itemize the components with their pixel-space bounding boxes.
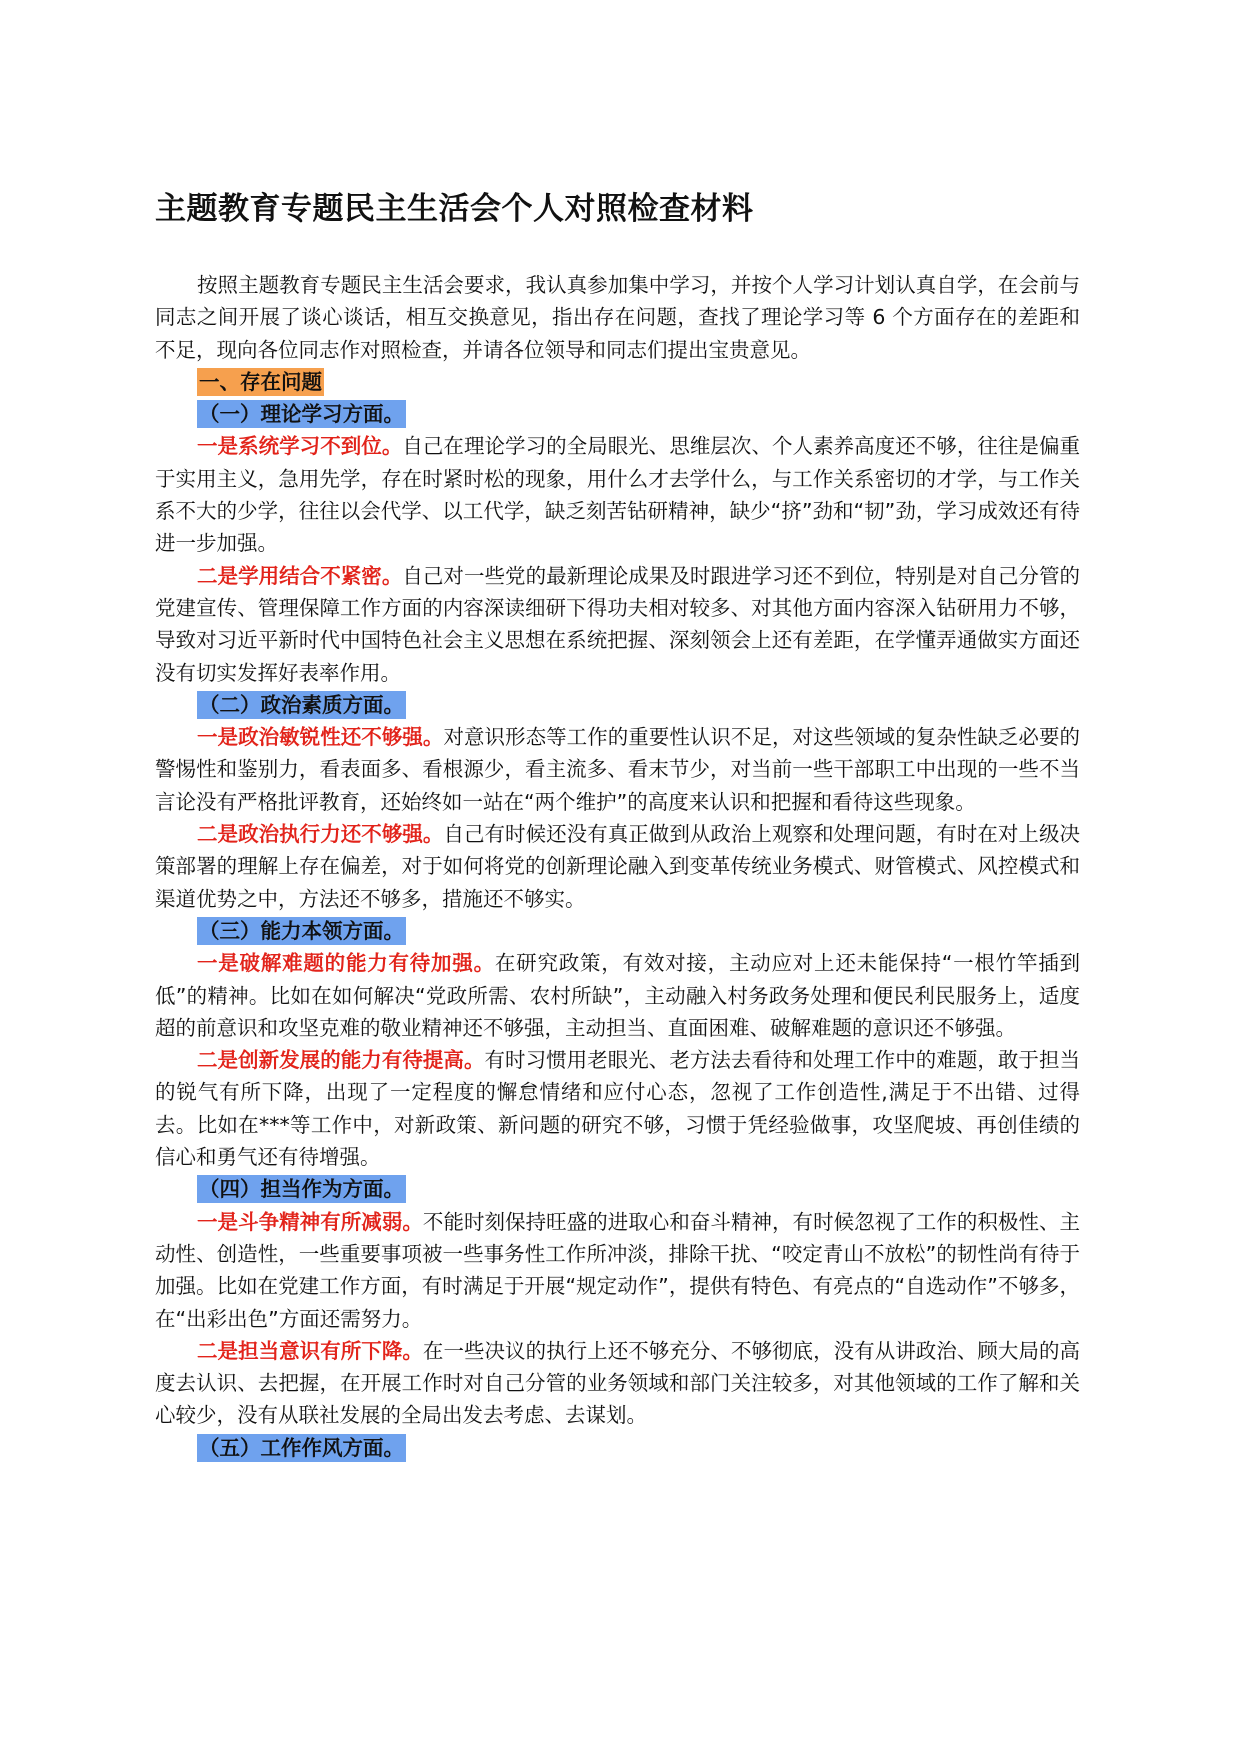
item-text: 对意识形态等工作的重要性认识不足，对这些领域的复杂性缺乏必要的警惕性和鉴别力，看表面多、看根源少，看主流多、看末节少，对当前一些干部职工中出现的一些不当言论没有严格批评教育，还始终如一站在“两个维护”的高度来认识和把握和看待这些现象。 <box>155 725 1081 814</box>
intro-paragraph: 按照主题教育专题民主生活会要求，我认真参加集中学习，并按个人学习计划认真自学，在会前与同志之间开展了谈心谈话，相互交换意见，指出存在问题，查找了理论学习等 6 个方面存在的差距和不足，现向各位同志作对照检查，并请各位领导和同志们提出宝贵意见。 <box>155 273 1080 362</box>
item-text: 有时习惯用老眼光、老方法去看待和处理工作中的难题，敢于担当的锐气有所下降，出现了一定程度的懈怠情绪和应付心态，忽视了工作创造性,满足于不出错、过得去。比如在***等工作中，对新政策、新问题的研究不够，习惯于凭经验做事，攻坚爬坡、再创佳绩的信心和勇气还有待增强。 <box>155 1048 1080 1170</box>
item-paragraph <box>155 1335 1080 1432</box>
item-paragraph <box>155 1206 1080 1335</box>
item-text: 在研究政策，有效对接，主动应对上还未能保持“一根竹竿插到低”的精神。比如在如何解决“党政所需、农村所缺”，主动融入村务政务处理和便民利民服务上，适度超的前意识和攻坚克难的敬业精神还不够强，主动担当、直面困难、破解难题的意识还不够强。 <box>155 951 1081 1040</box>
item-text: 自己在理论学习的全局眼光、思维层次、个人素养高度还不够，往往是偏重于实用主义，急用先学，存在时紧时松的现象，用什么才去学什么，与工作关系密切的才学，与工作关系不大的少学，往往以会代学、以工代学，缺乏刻苦钻研精神，缺少“挤”劲和“韧”劲，学习成效还有待进一步加强。 <box>155 434 1081 556</box>
item-lead: 一是斗争精神有所减弱。 <box>197 1209 423 1234</box>
item-lead: 一是政治敏锐性还不够强。 <box>197 725 444 750</box>
item-lead: 二是政治执行力还不够强。 <box>197 822 444 847</box>
item-lead: 二是创新发展的能力有待提高。 <box>197 1048 485 1073</box>
item-text: 自己有时候还没有真正做到从政治上观察和处理问题，有时在对上级决策部署的理解上存在偏差，对于如何将党的创新理论融入到变革传统业务模式、财管模式、风控模式和渠道优势之中，方法还不够多，措施还不够实。 <box>155 822 1081 911</box>
section-heading-problems <box>155 366 1080 398</box>
item-lead: 一是破解难题的能力有待加强。 <box>197 951 495 976</box>
subsection-heading-ability <box>155 915 1080 947</box>
document-page <box>155 188 1080 1464</box>
subsection-heading-label: （四）担当作为方面。 <box>199 1177 404 1202</box>
subsection-heading-label: （五）工作作风方面。 <box>199 1435 404 1460</box>
item-lead: 二是学用结合不紧密。 <box>197 563 403 588</box>
document-title: 主题教育专题民主生活会个人对照检查材料 <box>155 191 754 227</box>
item-paragraph <box>155 947 1080 1044</box>
item-lead: 一是系统学习不到位。 <box>197 434 403 459</box>
section-heading-label: 一、存在问题 <box>199 369 322 394</box>
item-lead: 二是担当意识有所下降。 <box>197 1338 423 1363</box>
subsection-heading-label: （二）政治素质方面。 <box>199 692 404 717</box>
item-paragraph <box>155 721 1080 818</box>
subsection-heading-theory <box>155 398 1080 430</box>
subsection-heading-label: （一）理论学习方面。 <box>199 402 404 427</box>
subsection-heading-responsibility <box>155 1173 1080 1205</box>
item-paragraph <box>155 430 1080 559</box>
item-text: 在一些决议的执行上还不够充分、不够彻底，没有从讲政治、顾大局的高度去认识、去把握，在开展工作时对自己分管的业务领域和部门关注较多，对其他领域的工作了解和关心较少，没有从联社发展的全局出发去考虑、去谋划。 <box>155 1338 1081 1428</box>
item-paragraph <box>155 818 1080 915</box>
subsection-heading-work-style <box>155 1432 1080 1464</box>
item-text: 不能时刻保持旺盛的进取心和奋斗精神，有时候忽视了工作的积极性、主动性、创造性，一些重要事项被一些事务性工作所冲淡，排除干扰、“咬定青山不放松”的韧性尚有待于加强。比如在党建工作方面，有时满足于开展“规定动作”，提供有特色、有亮点的“自选动作”不够多，在“出彩出色”方面还需努力。 <box>155 1209 1081 1331</box>
item-text: 自己对一些党的最新理论成果及时跟进学习还不到位，特别是对自己分管的党建宣传、管理保障工作方面的内容深读细研下得功夫相对较多、对其他方面内容深入钻研用力不够，导致对习近平新时代中国特色社会主义思想在系统把握、深刻领会上还有差距，在学懂弄通做实方面还没有切实发挥好表率作用。 <box>155 563 1081 685</box>
item-paragraph <box>155 1044 1080 1173</box>
item-paragraph <box>155 560 1080 689</box>
subsection-heading-label: （三）能力本领方面。 <box>199 918 404 943</box>
subsection-heading-politics <box>155 689 1080 721</box>
